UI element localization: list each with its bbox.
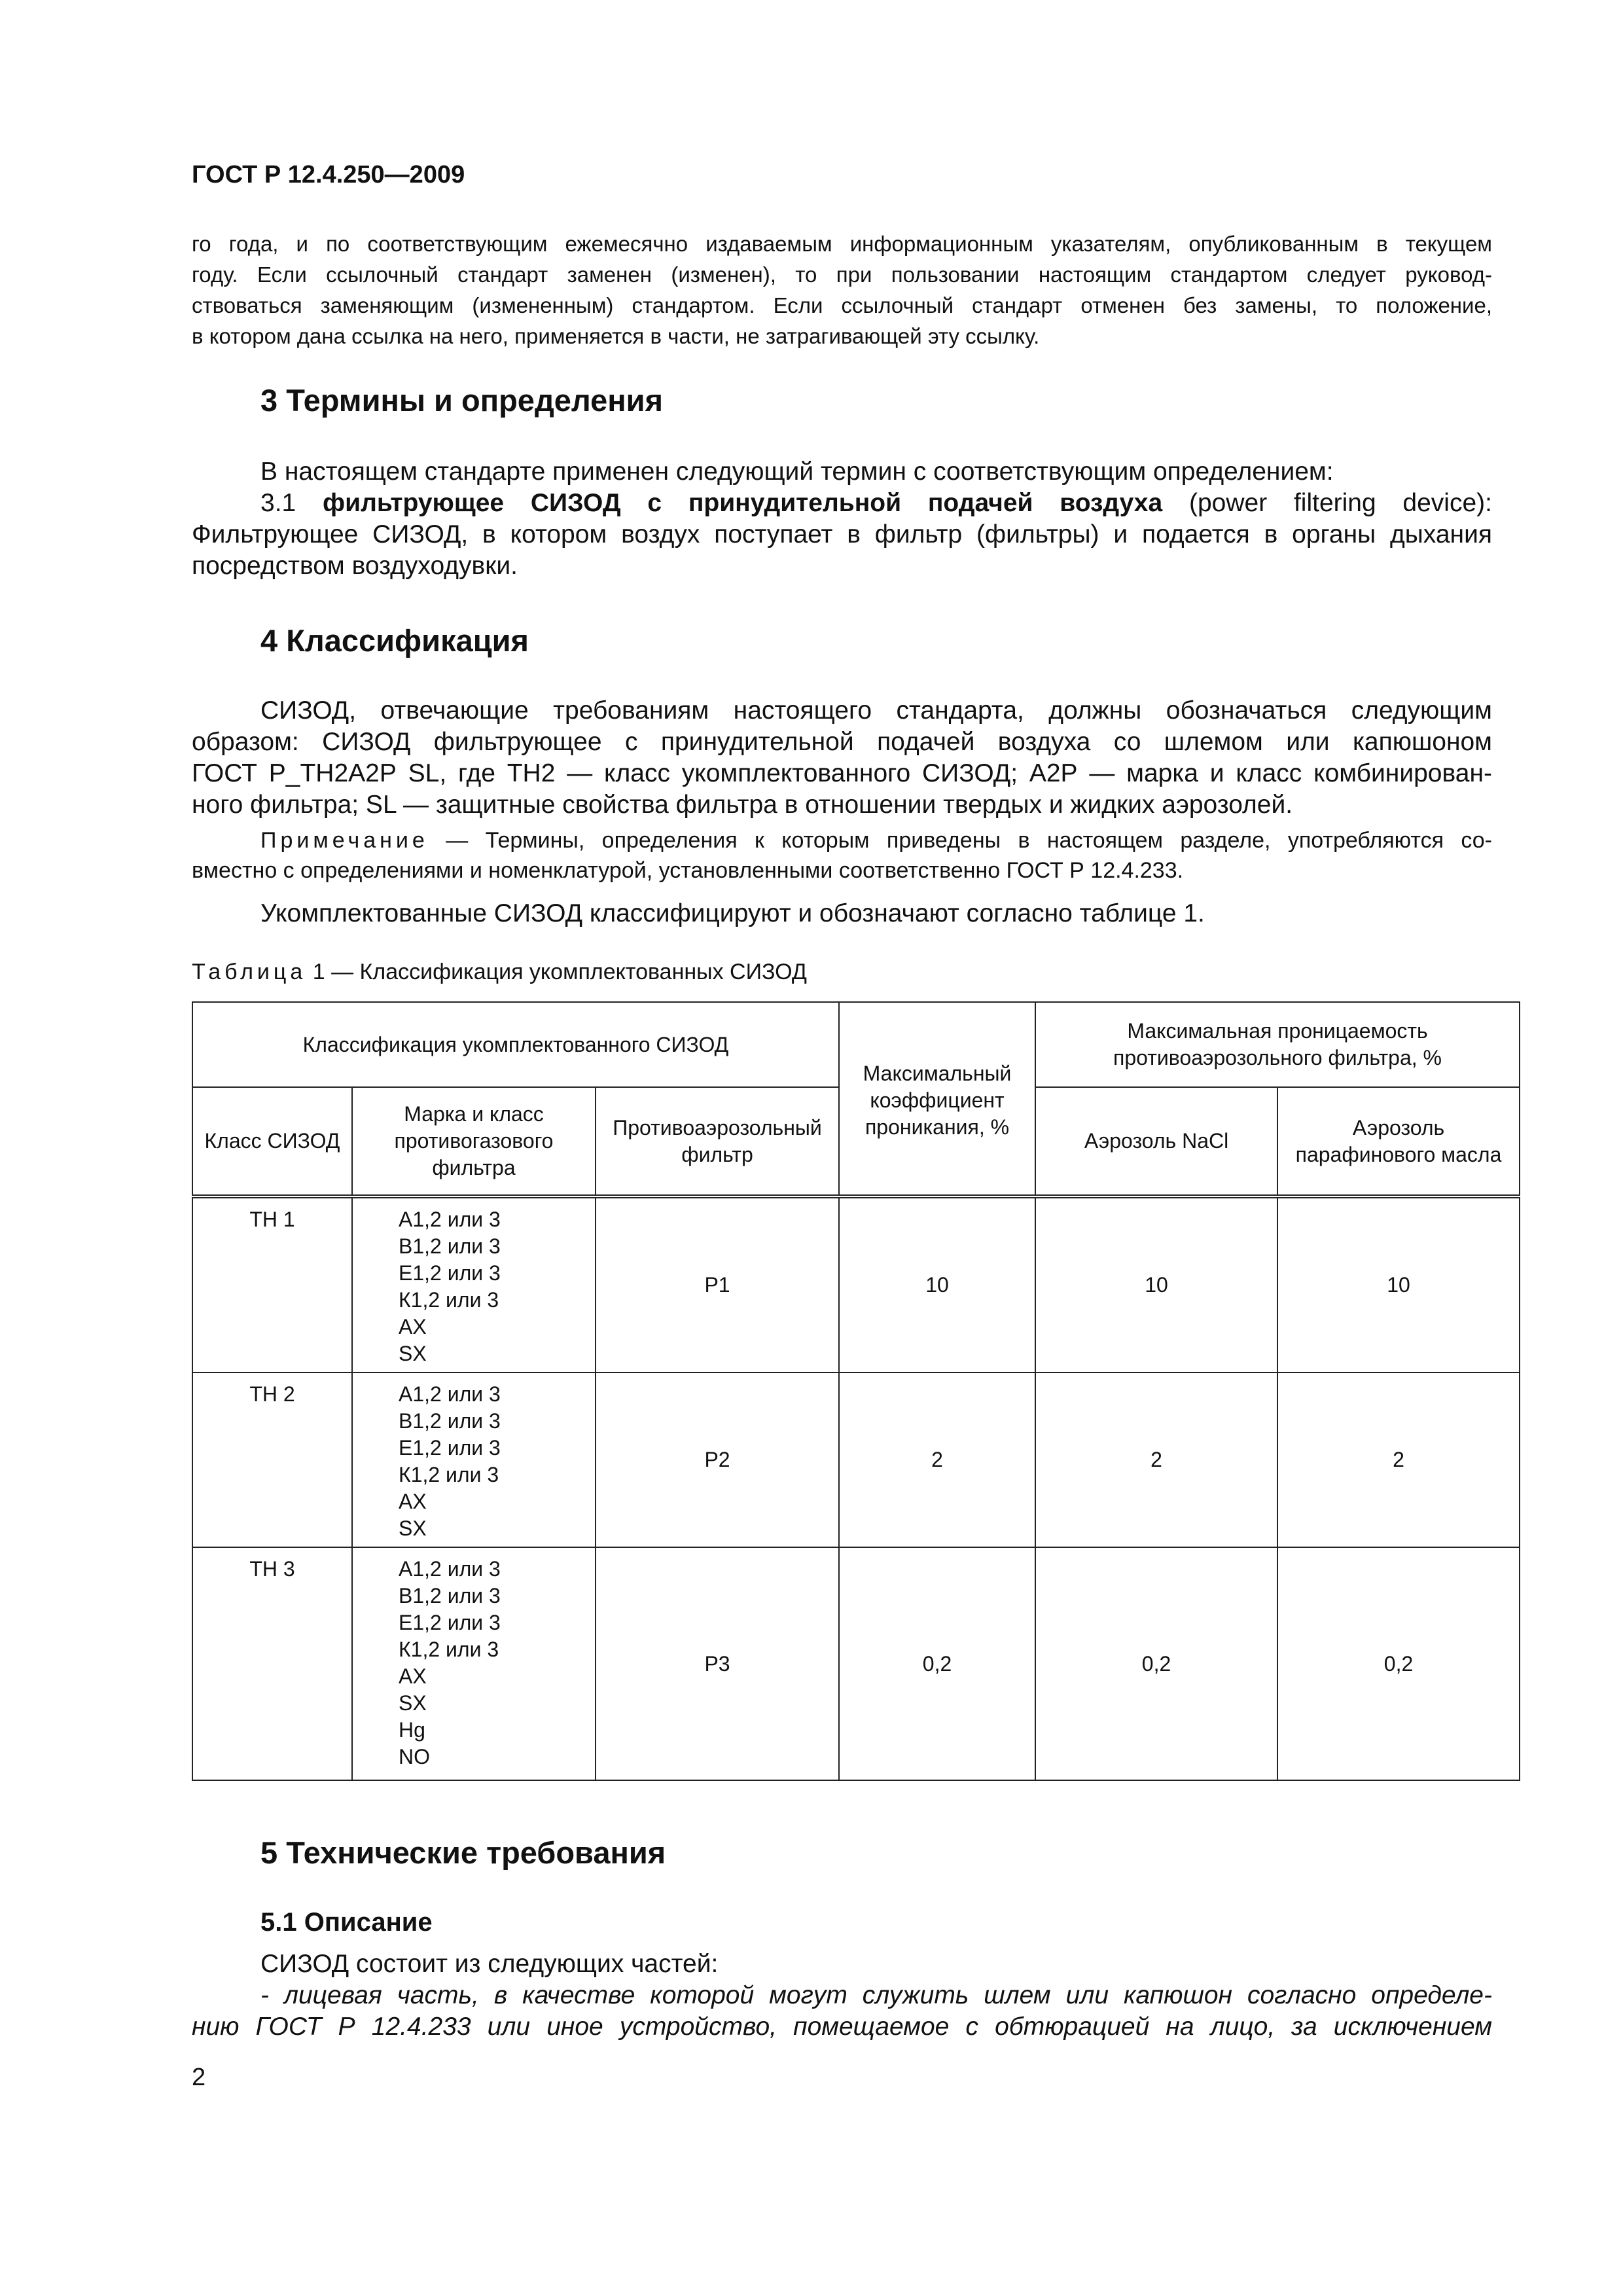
gas-item: К1,2 или 3: [399, 1288, 499, 1312]
header-text: Противоаэрозольный: [613, 1115, 822, 1139]
table-caption-label: Таблица: [192, 960, 307, 984]
text-line: нию ГОСТ Р 12.4.233 или иное устройство, помещаемое с обтюрацией на лицо, за исключением: [192, 2013, 1492, 2041]
gas-item: АХ: [399, 1664, 427, 1688]
text-line: ГОСТ Р_ТН2А2Р SL, где ТН2 — класс укомплектованного СИЗОД; А2Р — марка и класс комбинирован-: [192, 759, 1492, 787]
section-4-heading: 4 Классификация: [260, 623, 529, 658]
table-row: [192, 1196, 1520, 1372]
page-number: 2: [192, 2064, 206, 2091]
cell-class: ТН 3: [192, 1547, 352, 1780]
header-text: Аэрозоль: [1352, 1115, 1445, 1139]
definition-english: (power filtering device):: [1188, 489, 1492, 517]
table-header-row: [192, 1002, 1520, 1087]
cell-coefficient: 10: [839, 1196, 1035, 1372]
header-text: фильтр: [681, 1142, 753, 1166]
cell-gas-filter: [352, 1196, 596, 1372]
gas-item: В1,2 или 3: [399, 1234, 501, 1258]
gas-item: К1,2 или 3: [399, 1463, 499, 1486]
table-caption-title: 1 — Классификация укомплектованных СИЗОД: [306, 960, 807, 984]
header-text: противогазового: [394, 1129, 554, 1153]
note: [192, 825, 1492, 886]
header-max-coefficient: [839, 1002, 1035, 1196]
header-text: Марка и класс: [404, 1102, 544, 1126]
header-text: коэффициент: [870, 1088, 1005, 1112]
header-text: фильтра: [432, 1156, 516, 1179]
cell-nacl: 10: [1035, 1196, 1277, 1372]
text-line: - лицевая часть, в качестве которой могут служить шлем или капюшон согласно определе-: [260, 1981, 1492, 2009]
definition-term: фильтрующее СИЗОД с принудительной подачей воздуха: [323, 489, 1163, 517]
cell-paraffin: 0,2: [1277, 1547, 1520, 1780]
header-aerosol-filter: [596, 1087, 839, 1196]
cell-paraffin: 10: [1277, 1196, 1520, 1372]
section-5-body: [192, 1948, 1492, 2043]
cell-coefficient: 2: [839, 1372, 1035, 1547]
header-gas-filter: [352, 1087, 596, 1196]
text-line: Фильтрующее СИЗОД, в котором воздух поступает в фильтр (фильтры) и подается в органы дыхания: [192, 520, 1492, 548]
text-line: году. Если ссылочный стандарт заменен (изменен), то при пользовании настоящим стандартом следует руковод-: [192, 262, 1492, 287]
section-4-paragraph: [192, 695, 1492, 821]
gas-item: Hg: [399, 1718, 425, 1742]
gas-item: SX: [399, 1691, 427, 1715]
cell-class: ТН 1: [192, 1196, 352, 1372]
note-line: [192, 825, 1492, 855]
section-3-heading: 3 Термины и определения: [260, 383, 663, 418]
text-line: го года, и по соответствующим ежемесячно издаваемым информационным указателям, опубликованным в текущем: [192, 232, 1492, 256]
header-paraffin: [1277, 1087, 1520, 1196]
header-text: парафинового масла: [1295, 1142, 1502, 1166]
gas-item: В1,2 или 3: [399, 1584, 501, 1607]
note-label: Примечание: [260, 828, 429, 853]
text-line: в котором дана ссылка на него, применяется в части, не затрагивающей эту ссылку.: [192, 324, 1040, 348]
cell-gas-filter: [352, 1547, 596, 1780]
gas-item: SX: [399, 1342, 427, 1365]
table-row: [192, 1372, 1520, 1547]
intro-paragraph: [192, 228, 1492, 351]
header-nacl: Аэрозоль NaCl: [1035, 1087, 1277, 1196]
table-reference-paragraph: [192, 898, 1492, 929]
gas-item: В1,2 или 3: [399, 1409, 501, 1433]
gas-item: АХ: [399, 1315, 427, 1338]
cell-aerosol-filter: Р1: [596, 1196, 839, 1372]
classification-table: [192, 1001, 1520, 1781]
cell-class: ТН 2: [192, 1372, 352, 1547]
gas-item: А1,2 или 3: [399, 1557, 501, 1581]
cell-gas-filter: [352, 1372, 596, 1547]
header-text: противоаэрозольного фильтра, %: [1113, 1046, 1442, 1069]
document-id: ГОСТ Р 12.4.250—2009: [192, 161, 465, 188]
text-line: образом: СИЗОД фильтрующее с принудительной подачей воздуха со шлемом или капюшоном: [192, 728, 1492, 756]
gas-item: Е1,2 или 3: [399, 1436, 501, 1460]
gas-item: Е1,2 или 3: [399, 1261, 501, 1285]
text-line: ствоваться заменяющим (измененным) стандартом. Если ссылочный стандарт отменен без замены, то положение,: [192, 293, 1492, 317]
text-line: посредством воздуходувки.: [192, 552, 518, 580]
header-text: проникания, %: [865, 1115, 1010, 1139]
header-text: Максимальная проницаемость: [1127, 1019, 1428, 1043]
text-line: Укомплектованные СИЗОД классифицируют и обозначают согласно таблице 1.: [260, 899, 1205, 927]
cell-aerosol-filter: Р2: [596, 1372, 839, 1547]
gas-item: К1,2 или 3: [399, 1638, 499, 1661]
header-text: Максимальный: [863, 1062, 1012, 1085]
cell-coefficient: 0,2: [839, 1547, 1035, 1780]
text-line: В настоящем стандарте применен следующий термин с соответствующим определением:: [260, 457, 1334, 486]
section-3-body: [192, 456, 1492, 582]
gas-item: АХ: [399, 1490, 427, 1513]
cell-nacl: 2: [1035, 1372, 1277, 1547]
table-caption: [192, 960, 807, 985]
text-line: СИЗОД состоит из следующих частей:: [260, 1950, 719, 1978]
note-text: — Термины, определения к которым приведены в настоящем разделе, употребляются со-: [428, 828, 1492, 853]
cell-nacl: 0,2: [1035, 1547, 1277, 1780]
section-5-heading: 5 Технические требования: [260, 1835, 666, 1870]
gas-item: А1,2 или 3: [399, 1382, 501, 1406]
gas-item: NO: [399, 1745, 430, 1768]
gas-item: SX: [399, 1516, 427, 1540]
definition-line: [192, 488, 1492, 519]
definition-number: 3.1: [260, 489, 296, 517]
header-class: Класс СИЗОД: [192, 1087, 352, 1196]
table-row: [192, 1547, 1520, 1780]
gas-item: Е1,2 или 3: [399, 1611, 501, 1634]
header-max-permeability: [1035, 1002, 1520, 1087]
text-line: ного фильтра; SL — защитные свойства фильтра в отношении твердых и жидких аэрозолей.: [192, 791, 1293, 819]
note-line: вместно с определениями и номенклатурой, установленными соответственно ГОСТ Р 12.4.233.: [192, 858, 1184, 883]
cell-paraffin: 2: [1277, 1372, 1520, 1547]
gas-item: А1,2 или 3: [399, 1208, 501, 1231]
cell-aerosol-filter: Р3: [596, 1547, 839, 1780]
text-line: СИЗОД, отвечающие требованиям настоящего стандарта, должны обозначаться следующим: [260, 696, 1492, 725]
subsection-5-1-heading: 5.1 Описание: [260, 1908, 433, 1937]
header-classification: Классификация укомплектованного СИЗОД: [192, 1002, 839, 1087]
